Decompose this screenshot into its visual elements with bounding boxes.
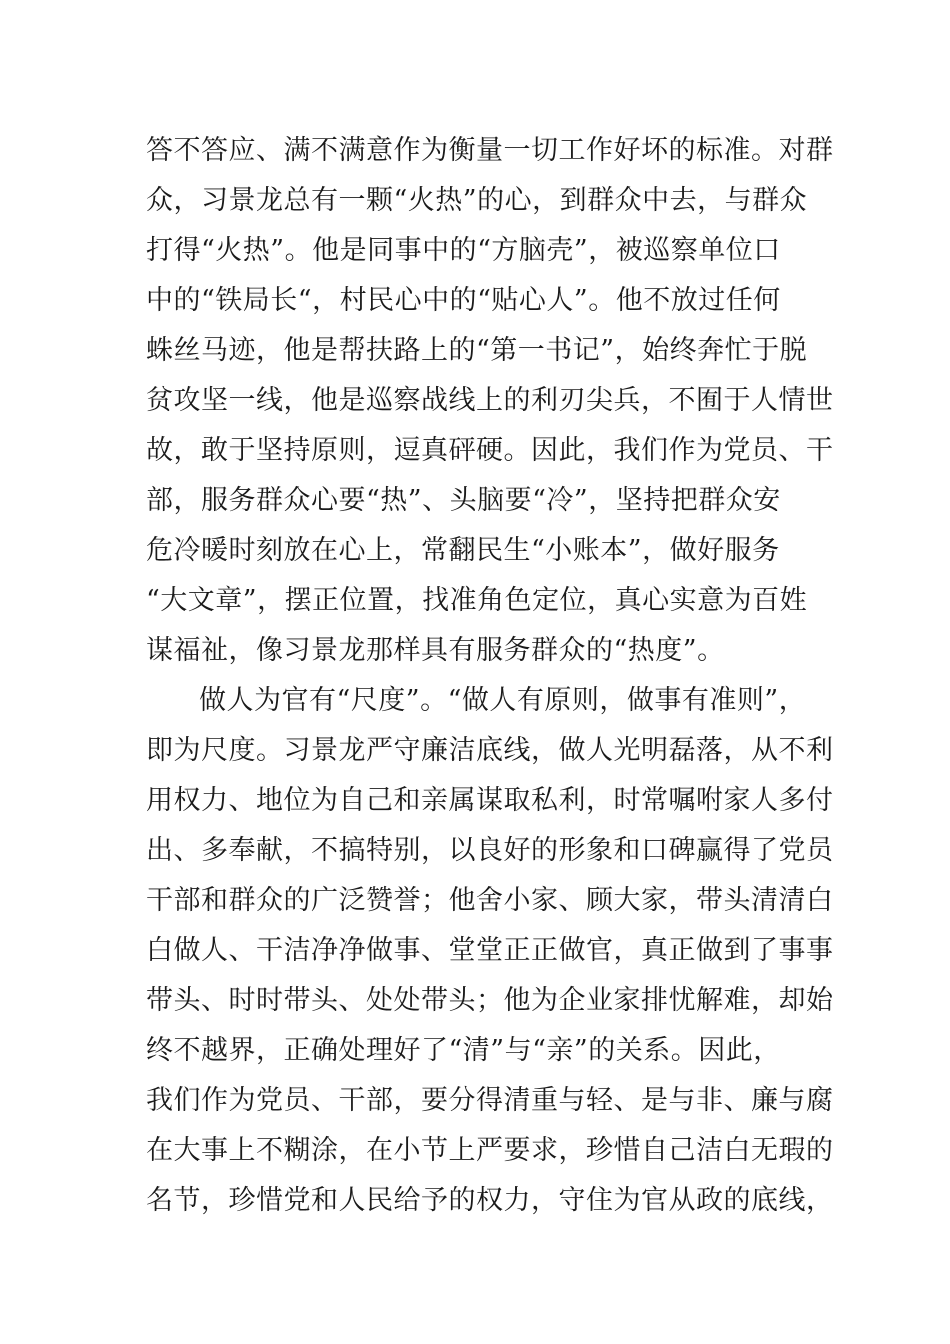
text-line-7: 故，敢于坚持原则，逗真砰硬。因此，我们作为党员、干: [146, 435, 834, 466]
text-line-4: 中的“铁局长“，村民心中的“贴心人”。他不放过任何: [146, 285, 781, 316]
text-line-13: 即为尺度。习景龙严守廉洁底线，做人光明磊落，从不利: [146, 735, 834, 766]
text-line-18: 带头、时时带头、处处带头；他为企业家排忧解难，却始: [146, 985, 834, 1016]
body-text: [146, 126, 834, 1226]
text-line-11: 谋福祉，像习景龙那样具有服务群众的“热度”。: [146, 635, 725, 666]
text-line-17: 白做人、干洁净净做事、堂堂正正做官，真正做到了事事: [146, 935, 834, 966]
text-line-8: 部，服务群众心要“热”、头脑要“冷”，坚持把群众安: [146, 485, 781, 516]
text-line-2: 众，习景龙总有一颗“火热”的心，到群众中去，与群众: [146, 185, 808, 216]
text-line-5: 蛛丝马迹，他是帮扶路上的“第一书记”，始终奔忙于脱: [146, 335, 808, 366]
text-line-6: 贫攻坚一线，他是巡察战线上的利刃尖兵，不囿于人情世: [146, 385, 834, 416]
text-line-14: 用权力、地位为自己和亲属谋取私利，时常嘱咐家人多付: [146, 785, 834, 816]
text-line-20: 我们作为党员、干部，要分得清重与轻、是与非、廉与腐: [146, 1085, 834, 1116]
text-line-10: “大文章”，摆正位置，找准角色定位，真心实意为百姓: [146, 585, 808, 616]
text-line-16: 干部和群众的广泛赞誉；他舍小家、顾大家，带头清清白: [146, 885, 834, 916]
text-line-1: 答不答应、满不满意作为衡量一切工作好坏的标准。对群: [146, 135, 834, 166]
text-line-3: 打得“火热”。他是同事中的“方脑壳”，被巡察单位口: [146, 235, 781, 266]
paragraph-start-line: 做人为官有“尺度”。“做人有原则，做事有准则”，: [199, 685, 807, 716]
text-line-22: 名节，珍惜党和人民给予的权力，守住为官从政的底线，: [146, 1185, 834, 1216]
text-line-9: 危冷暖时刻放在心上，常翻民生“小账本”，做好服务: [146, 535, 780, 566]
text-line-15: 出、多奉献，不搞特别，以良好的形象和口碑赢得了党员: [146, 835, 834, 866]
text-line-21: 在大事上不糊涂，在小节上严要求，珍惜自己洁白无瑕的: [146, 1135, 834, 1166]
text-line-19: 终不越界，正确处理好了“清”与“亲”的关系。因此，: [146, 1035, 781, 1066]
